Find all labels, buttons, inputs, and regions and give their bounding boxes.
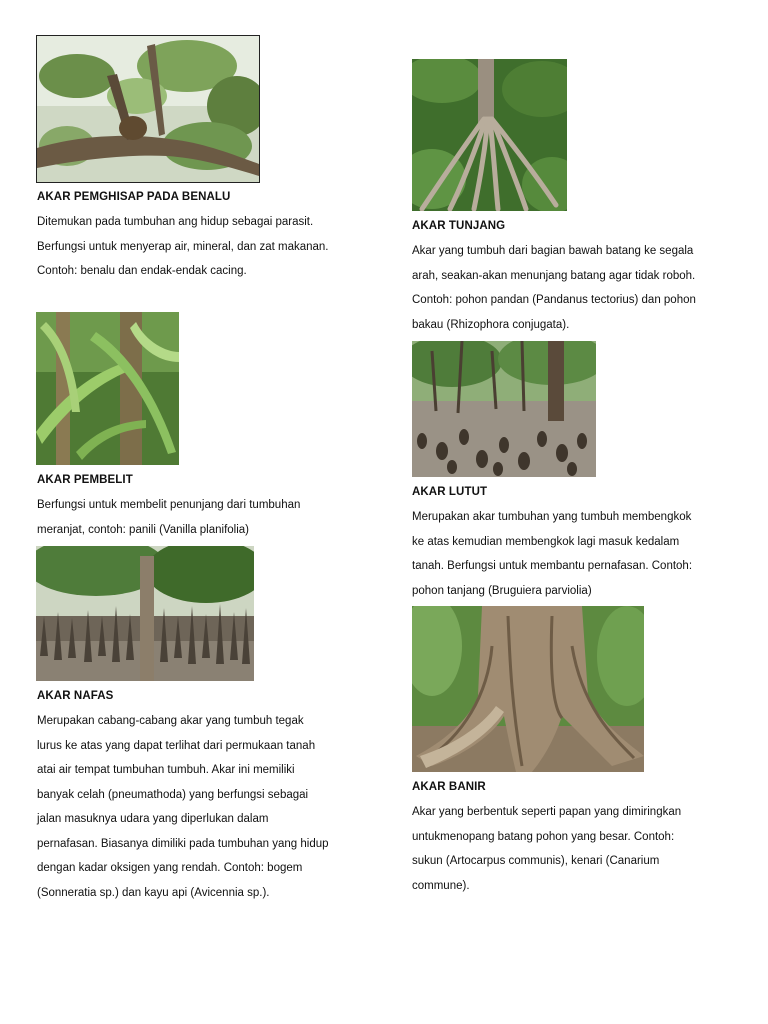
nafas-line: lurus ke atas yang dapat terlihat dari permukaan tanah [37, 739, 316, 752]
pembelit-title: AKAR PEMBELIT [37, 474, 133, 486]
nafas-line: banyak celah (pneumathoda) yang berfungsi sebagai [37, 788, 309, 801]
nafas-line: Merupakan cabang-cabang akar yang tumbuh tegak [37, 715, 304, 727]
lutut-line: pohon tanjang (Bruguiera parviolia) [412, 584, 592, 597]
benalu-line: Contoh: benalu dan endak-endak cacing. [37, 265, 247, 277]
nafas-line: pernafasan. Biasanya dimiliki pada tumbuhan yang hidup [37, 837, 329, 850]
parasitic-root-photo [36, 35, 260, 183]
buttress-root-photo [412, 606, 644, 772]
nafas-line: jalan masuknya udara yang diperlukan dalam [37, 813, 269, 825]
breathing-root-photo [36, 546, 254, 681]
benalu-line: Berfungsi untuk menyerap air, mineral, dan zat makanan. [37, 240, 329, 253]
tunjang-title: AKAR TUNJANG [412, 220, 506, 232]
benalu-description [37, 210, 329, 284]
nafas-description [37, 709, 329, 905]
nafas-line: dengan kadar oksigen yang rendah. Contoh: bogem [37, 862, 303, 874]
tunjang-line: bakau (Rhizophora conjugata). [412, 318, 570, 331]
banir-description [412, 800, 681, 898]
lutut-title: AKAR LUTUT [412, 486, 488, 498]
knee-root-photo [412, 341, 596, 477]
nafas-title: AKAR NAFAS [37, 690, 114, 702]
tunjang-description [412, 239, 696, 337]
lutut-line: Merupakan akar tumbuhan yang tumbuh membengkok [412, 511, 692, 523]
stilt-root-photo [412, 59, 567, 211]
benalu-line: Ditemukan pada tumbuhan ang hidup sebagai parasit. [37, 216, 314, 228]
benalu-title: AKAR PEMGHISAP PADA BENALU [37, 191, 231, 203]
banir-line: commune). [412, 879, 470, 892]
lutut-description [412, 505, 692, 603]
lutut-line: tanah. Berfungsi untuk membantu pernafasan. Contoh: [412, 560, 693, 572]
pembelit-line: meranjat, contoh: panili (Vanilla planifolia) [37, 523, 250, 536]
tunjang-line: Akar yang tumbuh dari bagian bawah batang ke segala [412, 245, 694, 257]
tunjang-line: Contoh: pohon pandan (Pandanus tectorius) dan pohon [412, 294, 696, 306]
lutut-line: ke atas kemudian membengkok lagi masuk kedalam [412, 535, 680, 548]
tunjang-line: arah, seakan-akan menunjang batang agar tidak roboh. [412, 269, 696, 282]
banir-title: AKAR BANIR [412, 781, 486, 793]
banir-line: Akar yang berbentuk seperti papan yang dimiringkan [412, 806, 682, 818]
nafas-line: (Sonneratia sp.) dan kayu api (Avicennia sp.). [37, 886, 270, 899]
nafas-line: atai air tempat tumbuhan tumbuh. Akar ini memiliki [37, 764, 295, 776]
climbing-root-photo [36, 312, 179, 465]
banir-line: untukmenopang batang pohon yang besar. Contoh: [412, 830, 675, 843]
pembelit-description [37, 493, 300, 542]
pembelit-line: Berfungsi untuk membelit penunjang dari tumbuhan [37, 499, 301, 511]
banir-line: sukun (Artocarpus communis), kenari (Canarium [412, 855, 660, 867]
